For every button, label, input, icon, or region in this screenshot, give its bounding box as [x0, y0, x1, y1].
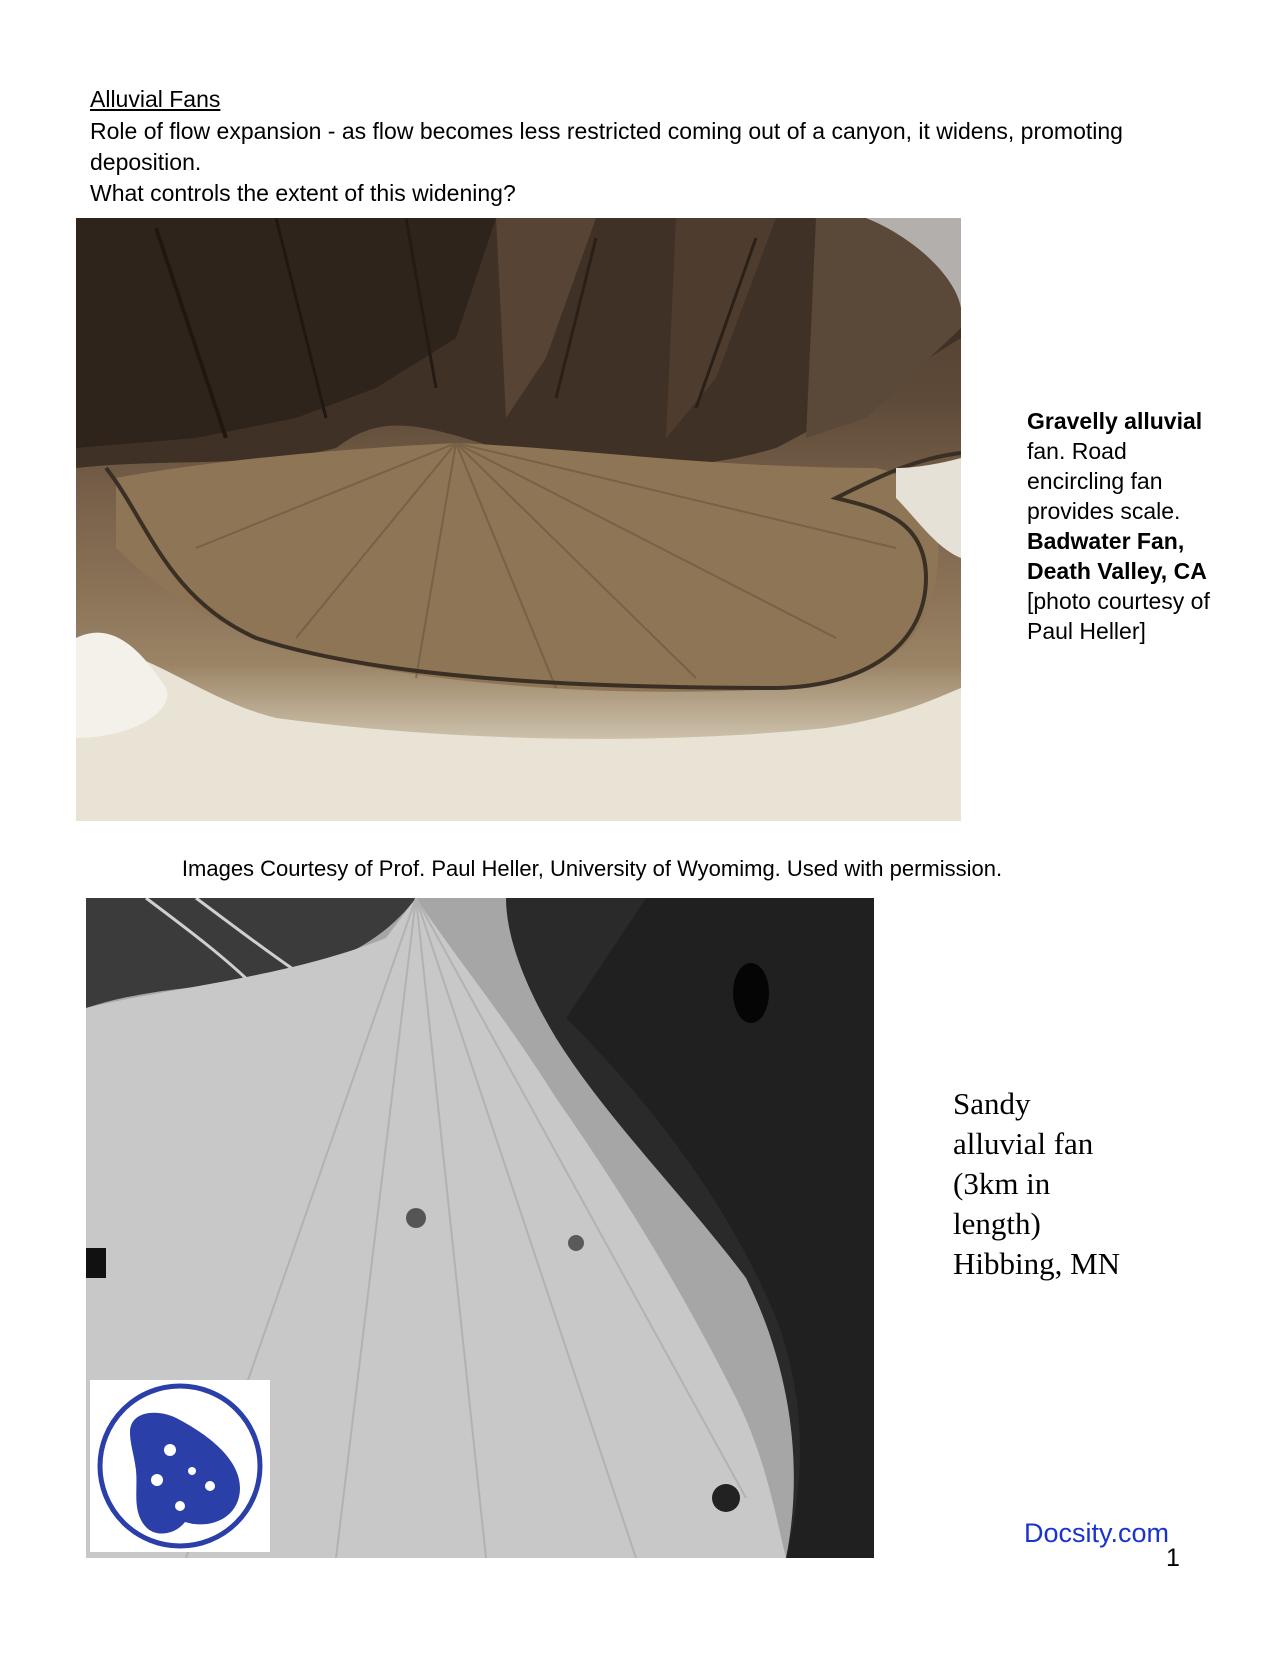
badwater-fan-photo — [76, 218, 961, 821]
docsity-logo — [90, 1380, 270, 1552]
badwater-fan-caption — [1027, 406, 1227, 646]
intro-line-1: Role of flow expansion - as flow becomes less restricted coming out of a canyon, it widens, promoting deposition. — [90, 118, 1123, 175]
hibbing-fan-caption — [953, 1084, 1183, 1284]
caption-bold-2: Badwater Fan, Death Valley, CA — [1027, 528, 1207, 584]
caption2-line-4: length) — [953, 1206, 1041, 1241]
docsity-brand-link[interactable]: Docsity.com — [1024, 1518, 1170, 1548]
page-number: 1 — [1166, 1544, 1180, 1572]
caption-credit: [photo courtesy of Paul Heller] — [1027, 588, 1210, 644]
caption2-line-3: (3km in — [953, 1166, 1051, 1201]
caption-text-1: fan. Road encircling fan provides scale. — [1027, 438, 1181, 524]
intro-text — [90, 116, 1140, 209]
image-credit — [0, 856, 1280, 882]
caption2-line-5: Hibbing, MN — [953, 1246, 1121, 1281]
page-heading: Alluvial Fans — [90, 86, 221, 112]
caption2-line-2: alluvial fan — [953, 1126, 1094, 1161]
caption-bold-1: Gravelly alluvial — [1027, 408, 1203, 434]
intro-line-2: What controls the extent of this widening? — [90, 180, 516, 206]
image-credit-text: Images Courtesy of Prof. Paul Heller, University of Wyomimg. Used with permission. — [181, 856, 1003, 881]
caption2-line-1: Sandy — [953, 1086, 1031, 1121]
